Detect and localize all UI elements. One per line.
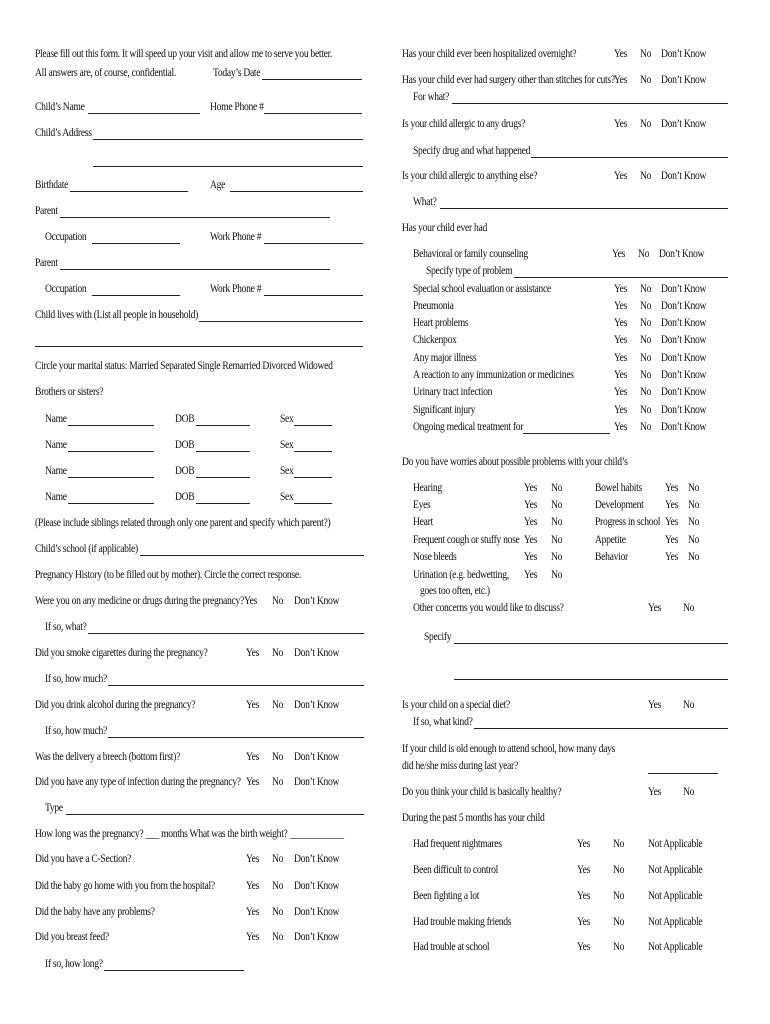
sibling-2-name-field[interactable]: [68, 451, 154, 452]
past5-item: Had frequent nightmares: [413, 838, 502, 850]
past5-yes[interactable]: Yes: [577, 838, 591, 850]
worry-item: Urination (e.g. bedwetting,: [413, 569, 509, 581]
allergy-what-label: What?: [413, 196, 437, 208]
intro-line-2: All answers are, of course, confidential.: [35, 67, 177, 79]
sibling-1-dob-label: DOB: [175, 413, 195, 425]
ever-had-dont-know[interactable]: Don’t Know: [661, 283, 707, 295]
specify-concerns-label: Specify: [424, 631, 452, 643]
past5-not-applicable[interactable]: Not Applicable: [648, 864, 703, 876]
worry-no[interactable]: No: [551, 551, 563, 563]
home-phone-label: Home Phone #: [210, 101, 264, 113]
worry-yes[interactable]: Yes: [665, 534, 679, 546]
worry-item: Development: [595, 499, 644, 511]
q-smoke-no[interactable]: No: [272, 647, 284, 659]
q-baby-problems-dont-know[interactable]: Don’t Know: [294, 906, 340, 918]
q-other-allergy: Is your child allergic to anything else?: [402, 170, 538, 182]
q-breech: Was the delivery a breech (bottom first)?: [35, 751, 181, 763]
sibling-2-sex-field[interactable]: [294, 451, 332, 452]
child-name-field[interactable]: [88, 113, 200, 114]
sibling-1-sex-field[interactable]: [294, 425, 332, 426]
sibling-1-name-field[interactable]: [68, 425, 154, 426]
past5-no[interactable]: No: [613, 941, 625, 953]
worry-yes[interactable]: Yes: [524, 499, 538, 511]
lives-with-field-2[interactable]: [35, 346, 363, 347]
worry-no[interactable]: No: [688, 551, 700, 563]
specify-drug-field[interactable]: [531, 157, 728, 158]
ever-had-dont-know[interactable]: Don’t Know: [661, 334, 707, 346]
past-5-months-heading: During the past 5 months has your child: [402, 812, 545, 824]
todays-date-field[interactable]: [262, 79, 362, 80]
worry-item: Frequent cough or stuffy nose: [413, 534, 520, 546]
q-other-concerns: Other concerns you would like to discuss?: [413, 602, 564, 614]
sibling-1-sex-label: Sex: [280, 413, 294, 425]
q-smoke: Did you smoke cigarettes during the pregnancy?: [35, 647, 208, 659]
q-drug-allergy-no[interactable]: No: [640, 118, 652, 130]
q-diet-no[interactable]: No: [683, 699, 695, 711]
past5-not-applicable[interactable]: Not Applicable: [648, 941, 703, 953]
todays-date-label: Today’s Date: [213, 67, 261, 79]
ever-had-item: Pneumonia: [413, 300, 454, 312]
worry-yes[interactable]: Yes: [524, 482, 538, 494]
pregnancy-history-heading: Pregnancy History (to be filled out by mother). Circle the correct response.: [35, 569, 301, 581]
worry-yes[interactable]: Yes: [665, 516, 679, 528]
ever-had-item: Special school evaluation or assistance: [413, 283, 551, 295]
q-csection-dont-know[interactable]: Don’t Know: [294, 853, 340, 865]
specify-concerns-field[interactable]: [454, 643, 728, 644]
lives-with-label: Child lives with (List all people in household): [35, 309, 199, 321]
q-healthy-yes[interactable]: Yes: [648, 786, 662, 798]
child-address-field-2[interactable]: [93, 166, 363, 167]
infection-type-label: Type: [45, 802, 63, 814]
past5-yes[interactable]: Yes: [577, 916, 591, 928]
worry-no[interactable]: No: [551, 569, 563, 581]
q-breastfeed: Did you breast feed?: [35, 931, 109, 943]
ever-had-item: Chickenpox: [413, 334, 457, 346]
allergy-what-field[interactable]: [440, 208, 728, 209]
ever-had-no[interactable]: No: [640, 404, 652, 416]
smoke-how-much-label: If so, how much?: [45, 673, 107, 685]
worry-no[interactable]: No: [688, 482, 700, 494]
parent-1-field[interactable]: [60, 217, 330, 218]
q-other-concerns-yes[interactable]: Yes: [648, 602, 662, 614]
work-phone-2-field[interactable]: [264, 295, 363, 296]
sibling-2-dob-field[interactable]: [196, 451, 250, 452]
q-home: Did the baby go home with you from the hospital?: [35, 880, 215, 892]
parent-2-field[interactable]: [60, 269, 330, 270]
work-phone-1-field[interactable]: [264, 243, 363, 244]
past5-not-applicable[interactable]: Not Applicable: [648, 838, 703, 850]
age-label: Age: [210, 179, 226, 191]
infection-type-field[interactable]: [66, 814, 364, 815]
ever-had-yes[interactable]: Yes: [614, 317, 628, 329]
specify-concerns-field-2[interactable]: [454, 679, 728, 680]
breastfeed-how-long-label: If so, how long?: [45, 958, 103, 970]
ever-had-dont-know[interactable]: Don’t Know: [661, 317, 707, 329]
q-other-allergy-no[interactable]: No: [640, 170, 652, 182]
worry-item: Progress in school: [595, 516, 661, 528]
q-medicine-yes[interactable]: Yes: [244, 595, 258, 607]
counseling-item: Behavioral or family counseling: [413, 248, 528, 260]
worry-item: Heart: [413, 516, 433, 528]
ever-had-no[interactable]: No: [640, 421, 652, 433]
past5-item: Been fighting a lot: [413, 890, 480, 902]
sibling-2-dob-label: DOB: [175, 439, 195, 451]
sibling-3-name-label: Name: [45, 465, 67, 477]
sibling-3-sex-field[interactable]: [294, 477, 332, 478]
worry-yes[interactable]: Yes: [524, 551, 538, 563]
past5-item: Been difficult to control: [413, 864, 499, 876]
school-days-field[interactable]: [648, 773, 718, 774]
occupation-2-field[interactable]: [92, 295, 180, 296]
occupation-1-field[interactable]: [92, 243, 180, 244]
q-csection: Did you have a C-Section?: [35, 853, 132, 865]
q-home-no[interactable]: No: [272, 880, 284, 892]
ever-had-yes[interactable]: Yes: [614, 421, 628, 433]
ever-had-no[interactable]: No: [640, 352, 652, 364]
alcohol-how-much-field[interactable]: [108, 737, 364, 738]
sibling-1-dob-field[interactable]: [196, 425, 250, 426]
sibling-3-dob-label: DOB: [175, 465, 195, 477]
q-breech-dont-know[interactable]: Don’t Know: [294, 751, 340, 763]
worry-item: Appetite: [595, 534, 626, 546]
q-smoke-dont-know[interactable]: Don’t Know: [294, 647, 340, 659]
ever-had-item: Significant injury: [413, 404, 476, 416]
past5-no[interactable]: No: [613, 890, 625, 902]
work-phone-1-label: Work Phone #: [210, 231, 262, 243]
q-breech-no[interactable]: No: [272, 751, 284, 763]
worry-yes[interactable]: Yes: [524, 569, 538, 581]
q-alcohol: Did you drink alcohol during the pregnancy?: [35, 699, 196, 711]
q-breastfeed-no[interactable]: No: [272, 931, 284, 943]
counseling-dont-know[interactable]: Don’t Know: [659, 248, 705, 260]
ever-had-dont-know[interactable]: Don’t Know: [661, 386, 707, 398]
ever-had-item: Any major illness: [413, 352, 477, 364]
worry-yes[interactable]: Yes: [524, 534, 538, 546]
counseling-no[interactable]: No: [638, 248, 650, 260]
worry-item: Nose bleeds: [413, 551, 457, 563]
worry-no[interactable]: No: [688, 516, 700, 528]
q-diet-yes[interactable]: Yes: [648, 699, 662, 711]
surgery-for-what-field[interactable]: [452, 103, 728, 104]
worry-no[interactable]: No: [551, 482, 563, 494]
q-surgery-no[interactable]: No: [640, 74, 652, 86]
past5-no[interactable]: No: [613, 916, 625, 928]
worry-item: Eyes: [413, 499, 431, 511]
diet-what-kind-field[interactable]: [474, 728, 728, 729]
q-drug-allergy: Is your child allergic to any drugs?: [402, 118, 526, 130]
worry-item-continued: goes too often, etc.): [420, 585, 490, 597]
sibling-4-name-field[interactable]: [68, 503, 154, 504]
q-surgery-yes[interactable]: Yes: [614, 74, 628, 86]
ever-had-no[interactable]: No: [640, 283, 652, 295]
ever-had-item: Urinary tract infection: [413, 386, 493, 398]
q-home-yes[interactable]: Yes: [246, 880, 260, 892]
past5-item: Had trouble making friends: [413, 916, 512, 928]
ever-had-yes[interactable]: Yes: [614, 369, 628, 381]
sibling-4-sex-field[interactable]: [294, 503, 332, 504]
sibling-3-sex-label: Sex: [280, 465, 294, 477]
sibling-3-name-field[interactable]: [68, 477, 154, 478]
q-school-days-2: did he/she miss during last year?: [402, 760, 518, 772]
ever-had-yes[interactable]: Yes: [614, 404, 628, 416]
sibling-4-dob-field[interactable]: [196, 503, 250, 504]
sibling-2-name-label: Name: [45, 439, 67, 451]
specify-drug-label: Specify drug and what happened: [413, 145, 531, 157]
worry-item: Behavior: [595, 551, 628, 563]
ever-had-item: A reaction to any immunization or medicines: [413, 369, 574, 381]
past5-not-applicable[interactable]: Not Applicable: [648, 916, 703, 928]
past5-yes[interactable]: Yes: [577, 864, 591, 876]
school-field[interactable]: [140, 555, 364, 556]
sibling-4-name-label: Name: [45, 491, 67, 503]
q-home-dont-know[interactable]: Don’t Know: [294, 880, 340, 892]
child-name-label: Child’s Name: [35, 101, 85, 113]
smoke-how-much-field[interactable]: [108, 685, 364, 686]
q-medicine-no[interactable]: No: [272, 595, 284, 607]
q-breastfeed-yes[interactable]: Yes: [246, 931, 260, 943]
sibling-4-sex-label: Sex: [280, 491, 294, 503]
q-alcohol-yes[interactable]: Yes: [246, 699, 260, 711]
ever-had-yes[interactable]: Yes: [614, 283, 628, 295]
ever-had-yes[interactable]: Yes: [614, 386, 628, 398]
worry-yes[interactable]: Yes: [665, 482, 679, 494]
worry-no[interactable]: No: [551, 534, 563, 546]
occupation-1-label: Occupation: [45, 231, 87, 243]
ever-had-item: Ongoing medical treatment for: [413, 421, 524, 433]
q-infection-no[interactable]: No: [272, 776, 284, 788]
q-alcohol-dont-know[interactable]: Don’t Know: [294, 699, 340, 711]
ever-had-no[interactable]: No: [640, 300, 652, 312]
parent-1-label: Parent: [35, 205, 58, 217]
siblings-note: (Please include siblings related through only one parent and specify which parent?): [35, 517, 331, 529]
q-other-concerns-no[interactable]: No: [683, 602, 695, 614]
alcohol-how-much-label: If so, how much?: [45, 725, 107, 737]
specify-type-label: Specify type of problem: [426, 265, 513, 277]
sibling-4-dob-label: DOB: [175, 491, 195, 503]
ever-had-no[interactable]: No: [640, 317, 652, 329]
child-address-field[interactable]: [93, 139, 363, 140]
ever-had-no[interactable]: No: [640, 334, 652, 346]
q-infection: Did you have any type of infection during the pregnancy?: [35, 776, 241, 788]
medicine-what-field[interactable]: [88, 633, 364, 634]
q-baby-problems-yes[interactable]: Yes: [246, 906, 260, 918]
q-csection-yes[interactable]: Yes: [246, 853, 260, 865]
ever-had-yes[interactable]: Yes: [614, 352, 628, 364]
q-csection-no[interactable]: No: [272, 853, 284, 865]
ever-had-no[interactable]: No: [640, 386, 652, 398]
ever-had-dont-know[interactable]: Don’t Know: [661, 300, 707, 312]
q-other-allergy-dont-know[interactable]: Don’t Know: [661, 170, 707, 182]
worry-yes[interactable]: Yes: [665, 551, 679, 563]
worry-item: Bowel habits: [595, 482, 642, 494]
counseling-yes[interactable]: Yes: [612, 248, 626, 260]
q-smoke-yes[interactable]: Yes: [246, 647, 260, 659]
q-hospitalized-no[interactable]: No: [640, 48, 652, 60]
worry-yes[interactable]: Yes: [665, 499, 679, 511]
worry-no[interactable]: No: [551, 499, 563, 511]
q-alcohol-no[interactable]: No: [272, 699, 284, 711]
occupation-2-label: Occupation: [45, 283, 87, 295]
q-healthy: Do you think your child is basically healthy?: [402, 786, 562, 798]
q-infection-yes[interactable]: Yes: [246, 776, 260, 788]
parent-2-label: Parent: [35, 257, 58, 269]
q-hospitalized-yes[interactable]: Yes: [614, 48, 628, 60]
q-infection-dont-know[interactable]: Don’t Know: [294, 776, 340, 788]
q-drug-allergy-dont-know[interactable]: Don’t Know: [661, 118, 707, 130]
q-breech-yes[interactable]: Yes: [246, 751, 260, 763]
ever-had-dont-know[interactable]: Don’t Know: [661, 352, 707, 364]
q-pregnancy-length[interactable]: How long was the pregnancy? ___ months What was the birth weight? ____________: [35, 828, 344, 840]
ever-had-item: Heart problems: [413, 317, 469, 329]
q-medicine-dont-know[interactable]: Don’t Know: [294, 595, 340, 607]
past5-no[interactable]: No: [613, 838, 625, 850]
surgery-for-what-label: For what?: [413, 91, 450, 103]
worry-no[interactable]: No: [688, 534, 700, 546]
marital-status[interactable]: Circle your marital status: Married Separated Single Remarried Divorced Widowed: [35, 360, 333, 372]
breastfeed-how-long-field[interactable]: [104, 970, 244, 971]
work-phone-2-label: Work Phone #: [210, 283, 262, 295]
school-label: Child’s school (if applicable): [35, 543, 138, 555]
worry-item: Hearing: [413, 482, 442, 494]
q-surgery: Has your child ever had surgery other than stitches for cuts?: [402, 74, 615, 86]
worry-no[interactable]: No: [688, 499, 700, 511]
ever-had-dont-know[interactable]: Don’t Know: [661, 369, 707, 381]
ever-had-no[interactable]: No: [640, 369, 652, 381]
ever-had-yes[interactable]: Yes: [614, 300, 628, 312]
past5-yes[interactable]: Yes: [577, 941, 591, 953]
child-address-label: Child’s Address: [35, 127, 92, 139]
q-medicine: Were you on any medicine or drugs during the pregnancy?: [35, 595, 244, 607]
medicine-what-label: If so, what?: [45, 621, 87, 633]
age-field[interactable]: [230, 191, 363, 192]
worries-heading: Do you have worries about possible problems with your child’s: [402, 456, 628, 468]
sibling-3-dob-field[interactable]: [196, 477, 250, 478]
ongoing-treatment-field[interactable]: [523, 433, 610, 434]
past5-no[interactable]: No: [613, 864, 625, 876]
diet-what-kind-label: If so, what kind?: [413, 716, 473, 728]
q-hospitalized-dont-know[interactable]: Don’t Know: [661, 48, 707, 60]
q-drug-allergy-yes[interactable]: Yes: [614, 118, 628, 130]
q-hospitalized: Has your child ever been hospitalized overnight?: [402, 48, 577, 60]
birthdate-field[interactable]: [70, 191, 188, 192]
sibling-1-name-label: Name: [45, 413, 67, 425]
sibling-2-sex-label: Sex: [280, 439, 294, 451]
intro-line-1: Please fill out this form. It will speed up your visit and allow me to serve you better.: [35, 48, 333, 60]
worry-no[interactable]: No: [551, 516, 563, 528]
worry-yes[interactable]: Yes: [524, 516, 538, 528]
q-surgery-dont-know[interactable]: Don’t Know: [661, 74, 707, 86]
siblings-label: Brothers or sisters?: [35, 386, 104, 398]
q-school-days-1: If your child is old enough to attend school, how many days: [402, 743, 616, 755]
past5-yes[interactable]: Yes: [577, 890, 591, 902]
q-other-allergy-yes[interactable]: Yes: [614, 170, 628, 182]
q-breastfeed-dont-know[interactable]: Don’t Know: [294, 931, 340, 943]
ever-had-heading: Has your child ever had: [402, 222, 487, 234]
ever-had-dont-know[interactable]: Don’t Know: [661, 404, 707, 416]
home-phone-field[interactable]: [264, 113, 362, 114]
q-diet: Is your child on a special diet?: [402, 699, 510, 711]
q-healthy-no[interactable]: No: [683, 786, 695, 798]
q-baby-problems: Did the baby have any problems?: [35, 906, 155, 918]
q-baby-problems-no[interactable]: No: [272, 906, 284, 918]
birthdate-label: Birthdate: [35, 179, 69, 191]
ever-had-yes[interactable]: Yes: [614, 334, 628, 346]
specify-type-field[interactable]: [514, 277, 728, 278]
past5-item: Had trouble at school: [413, 941, 490, 953]
ever-had-dont-know[interactable]: Don’t Know: [661, 421, 707, 433]
past5-not-applicable[interactable]: Not Applicable: [648, 890, 703, 902]
lives-with-field[interactable]: [199, 321, 363, 322]
